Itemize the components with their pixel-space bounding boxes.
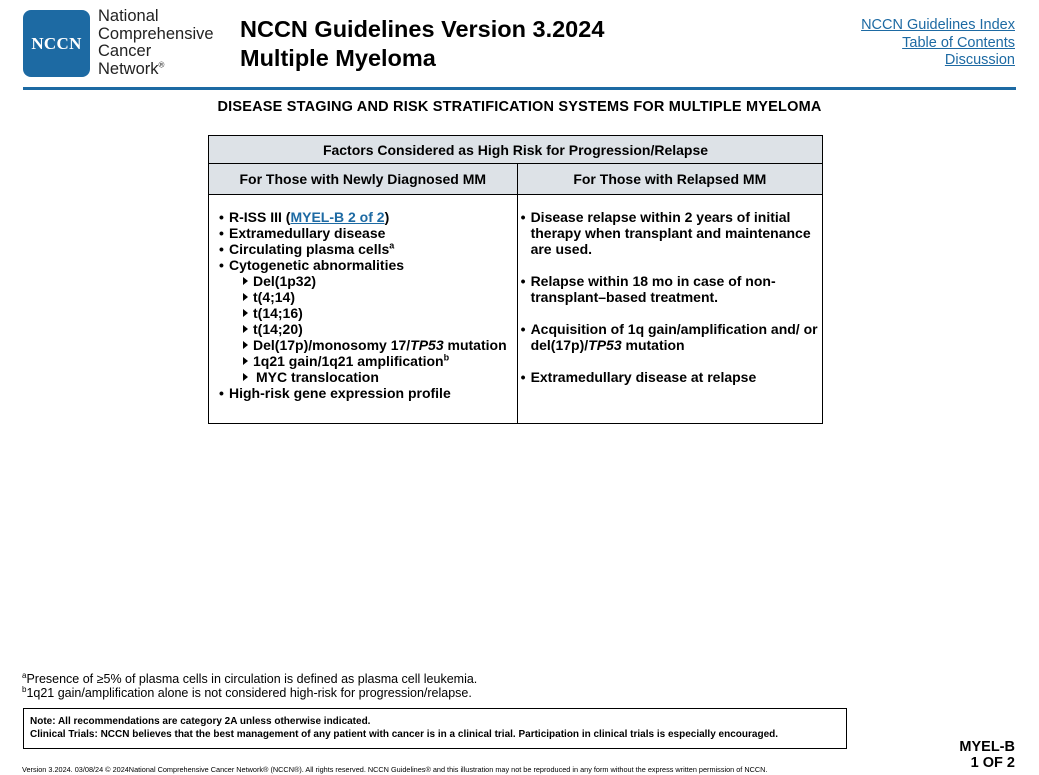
relapsed-header: For Those with Relapsed MM [517, 164, 822, 195]
copyright-line: Version 3.2024. 03/08/24 © 2024National Comprehensive Cancer Network® (NCCN®). All rights reserved. NCCN Guidelines® and this illustration may not be reproduced in any form without the express written permission of NCCN. [22, 765, 768, 774]
relapsed-factors [517, 195, 822, 424]
footnote-a: $^a$Presence of ≥5% of plasma cells in circulation is defined as plasma cell leukemia. [22, 670, 478, 686]
clinical-trials-line: Clinical Trials: NCCN believes that the best management of any patient with cancer is in a clinical trial. Participation in clinical trials is especially encouraged. [30, 728, 779, 740]
sub-list-item: 1q21 gain/1q21 amplification$^b$ [242, 353, 517, 369]
org-line-4: Network® [98, 59, 165, 78]
sub-list-item: t(14;16) [242, 305, 517, 321]
page-number: 1 OF 2 [970, 755, 1015, 771]
newly-diagnosed-header: For Those with Newly Diagnosed MM [209, 164, 518, 195]
myel-b-2-link[interactable]: MYEL-B 2 of 2 [290, 209, 385, 225]
list-item: • Disease relapse within 2 years of initial therapy when transplant and maintenance are used. [521, 209, 822, 257]
sub-list-item: Del(17p)/monosomy 17/TP53 mutation [242, 337, 517, 353]
guidelines-version: NCCN Guidelines Version 3.2024 [240, 16, 605, 42]
risk-factors-table [208, 135, 823, 424]
note-box [23, 708, 847, 749]
sub-list-item: MYC translocation [242, 369, 517, 385]
registered-mark: ® [158, 60, 165, 69]
section-title: DISEASE STAGING AND RISK STRATIFICATION SYSTEMS FOR MULTIPLE MYELOMA [217, 99, 822, 115]
page-code: MYEL-B [959, 739, 1015, 755]
table-of-contents-link[interactable]: Table of Contents [902, 34, 1015, 51]
list-item: • R-ISS III (MYEL-B 2 of 2) [219, 209, 517, 225]
list-item: • High-risk gene expression profile [219, 385, 517, 401]
header-divider [23, 87, 1016, 90]
org-line-3: Cancer [98, 42, 152, 60]
footnote-b-ref: b [443, 352, 450, 363]
note-line: Note: All recommendations are category 2A unless otherwise indicated. [30, 716, 371, 727]
list-item: • Extramedullary disease [219, 225, 517, 241]
list-item: • Extramedullary disease at relapse [521, 369, 822, 385]
sub-list-item: t(14;20) [242, 321, 517, 337]
org-name [98, 8, 214, 78]
newly-diagnosed-factors [209, 195, 518, 424]
list-item: • Acquisition of 1q gain/amplification and/ or del(17p)/TP53 mutation [521, 321, 822, 353]
list-item: • Relapse within 18 mo in case of non-transplant–based treatment. [521, 273, 822, 305]
nccn-logo: NCCN [23, 10, 90, 77]
list-item: • Cytogenetic abnormalities Del(1p32) t(4;14) t(14;16) t(14;20) Del(17p)/monosomy 17/TP53 mutation 1q21 gain/1q21 amplification$^b$ MYC translocation [219, 257, 517, 385]
sub-list-item: Del(1p32) [242, 273, 517, 289]
discussion-link[interactable]: Discussion [944, 52, 1015, 68]
page-identifier [959, 739, 1015, 771]
org-line-2: Comprehensive [98, 24, 214, 43]
org-line-1: National [98, 7, 159, 25]
header-links [861, 17, 1015, 70]
footnote-b: $^b$1q21 gain/amplification alone is not considered high-risk for progression/relapse. [22, 684, 472, 700]
guideline-topic: Multiple Myeloma [240, 45, 436, 71]
table-header: Factors Considered as High Risk for Progression/Relapse [209, 136, 823, 164]
page-title [240, 15, 604, 73]
list-item: • Circulating plasma cells$^a$ [219, 241, 517, 257]
sub-list-item: t(4;14) [242, 289, 517, 305]
guidelines-index-link[interactable]: NCCN Guidelines Index [861, 17, 1015, 33]
footnote-a-ref: a [389, 240, 395, 251]
